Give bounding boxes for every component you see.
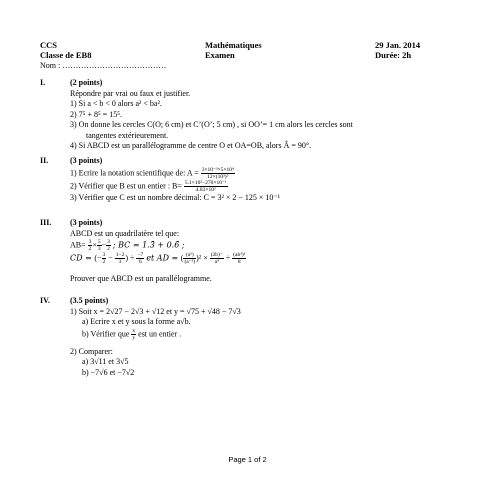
section-intro: Répondre par vrai ou faux et justifier. <box>70 88 191 98</box>
fraction: $\frac{3}{2}$ <box>107 239 110 252</box>
fraction: $\frac{-7}{6}$ <box>137 252 144 265</box>
exam-header <box>40 40 460 60</box>
section-points: (3 points) <box>70 156 103 165</box>
cd-ad-line: CD = (− $\frac{3}{2}$ − $\frac{1-2}{3}$ ) ÷ $\frac{-7}{6}$ et AD = ( $\frac{\text{(a²)}}{\text{(a⁻²)}}$ )² × $\frac{(2b)^-}{\text{a⁴}}$ ÷ $\frac{\text{(ab³)²}}{8}$ <box>70 252 246 265</box>
section-number: II. <box>40 156 49 165</box>
question-item: 2) 7⁵ + 8⁵ = 15⁵. <box>70 109 123 119</box>
class-name: Classe de EB8 <box>40 50 92 60</box>
fraction-denominator: 4.83×10² <box>195 186 216 193</box>
fraction: $\frac{3}{2}$ <box>102 252 106 265</box>
question-item: 1) Ecrire la notation scientifique de: A = <box>70 167 199 177</box>
fraction: $\frac{(2b)^-}{\text{a⁴}}$ <box>210 252 223 265</box>
subject: Mathématiques <box>205 40 262 50</box>
fraction-numerator: 3×10⁻³×5×10⁴ <box>201 166 234 173</box>
fraction-b <box>184 180 228 193</box>
ab-bc-line: AB= $\frac{3}{2}$ × $\frac{5}{3}$ − $\frac{3}{2}$ ; BC = 1.3̄ + 0.6̄ ; <box>70 239 185 252</box>
question-item-continuation: tangentes extérieurement. <box>86 130 169 140</box>
section-intro: ABCD est un quadrilatère tel que: <box>70 228 180 238</box>
fraction-a <box>201 167 235 180</box>
ab-label: AB= <box>70 240 86 250</box>
fraction-x-over-y: $\frac{x}{y}$ <box>132 327 136 341</box>
exam-date: 29 Jan. 2014 <box>375 40 421 50</box>
sub-question: a) 3√11 et 3√5 <box>82 357 129 366</box>
question-item: 2) Comparer: <box>70 346 113 356</box>
section-points: (2 points) <box>70 78 103 87</box>
section-number: III. <box>40 218 52 227</box>
section-number: I. <box>40 78 46 87</box>
school-name: CCS <box>40 40 58 50</box>
section-points: (3 points) <box>70 218 103 227</box>
fraction: $\frac{3}{2}$ <box>88 239 92 252</box>
prove-statement: Prouver que ABCD est un parallélogramme. <box>70 274 212 283</box>
question-item: 1) Soit x = 2√27 − 2√3 + √12 et y = √75 + √48 − 7√3 <box>70 306 241 316</box>
question-item: 4) Si ABCD est un parallélogramme de centre O et OA=OB, alors Â = 90°. <box>70 141 312 150</box>
bc-expression: ; BC = 1.3̄ + 0.6̄ ; <box>112 240 185 250</box>
name-field: Nom : ………………………………… <box>40 61 167 70</box>
fraction-denominator: 12×(10³)⁵ <box>207 173 229 180</box>
question-item: 3) Vérifier que C est un nombre décimal: C = 3² × 2 − 125 × 10⁻¹ <box>70 192 280 202</box>
sub-question: a) Ecrire x et y sous la forme a√b. <box>82 317 191 326</box>
fraction: $\frac{1-2}{3}$ <box>115 252 125 265</box>
question-line <box>70 167 465 180</box>
exam-type: Examen <box>205 50 235 60</box>
cd-label: CD = <box>70 253 95 263</box>
fraction: $\frac{5}{3}$ <box>97 239 101 252</box>
ad-label: et AD = <box>146 253 181 263</box>
question-item: 1) Si a < b < 0 alors a² < ba². <box>70 99 162 108</box>
fraction-numerator: 5.1×10²−270×10⁻¹ <box>184 179 227 186</box>
sub-question-text: est un entier . <box>136 328 182 338</box>
sub-question <box>70 328 465 341</box>
question-item: 2) Vérifier que B est un entier : B= <box>70 180 182 190</box>
sub-question-text: b) Vérifier que <box>82 328 132 338</box>
section-points: (3.5 points) <box>70 296 109 305</box>
question-line <box>70 180 465 193</box>
exam-duration: Durée: 2h <box>375 50 412 60</box>
sub-question: b) −7√6 et −7√2 <box>82 367 135 377</box>
fraction: $\frac{\text{(ab³)²}}{8}$ <box>233 252 246 265</box>
fraction: $\frac{\text{(a²)}}{\text{(a⁻²)}}$ <box>184 252 196 265</box>
section-number: IV. <box>40 296 50 305</box>
page-footer: Page 1 of 2 <box>228 455 267 464</box>
question-item: 3) On donne les cercles C(O; 6 cm) et C’(O’; 5 cm) , si OO’= 1 cm alors les cercles sont <box>70 120 353 129</box>
